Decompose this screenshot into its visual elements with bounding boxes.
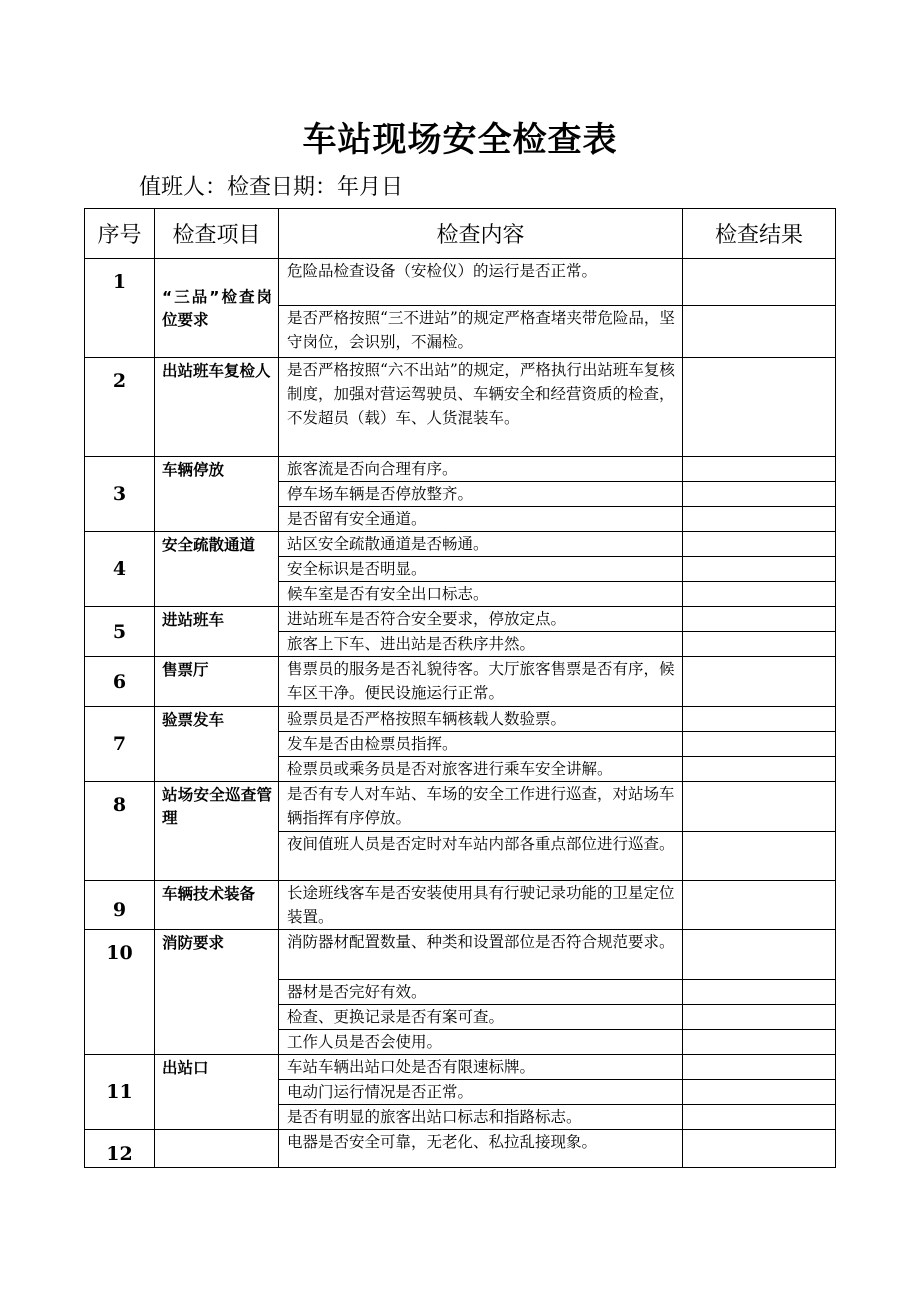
result-cell[interactable] xyxy=(683,980,836,1005)
check-item: 出站班车复检人 xyxy=(155,358,279,457)
check-content: 夜间值班人员是否定时对车站内部各重点部位进行巡查。 xyxy=(279,832,683,881)
check-item: 消防要求 xyxy=(155,930,279,1055)
check-item: 车辆技术装备 xyxy=(155,881,279,930)
check-content: 器材是否完好有效。 xyxy=(279,980,683,1005)
row-number: 5 xyxy=(85,607,155,657)
result-cell[interactable] xyxy=(683,457,836,482)
check-content: 电器是否安全可靠，无老化、私拉乱接现象。 xyxy=(279,1130,683,1168)
check-content: 是否留有安全通道。 xyxy=(279,507,683,532)
table-row xyxy=(85,457,836,482)
table-row xyxy=(85,1130,836,1168)
header-content: 检查内容 xyxy=(279,209,683,259)
row-number: 8 xyxy=(85,782,155,881)
row-number: 1 xyxy=(85,259,155,358)
check-content: 检查、更换记录是否有案可查。 xyxy=(279,1005,683,1030)
check-content: 安全标识是否明显。 xyxy=(279,557,683,582)
result-cell[interactable] xyxy=(683,259,836,306)
check-content: 验票员是否严格按照车辆核载人数验票。 xyxy=(279,707,683,732)
check-content: 电动门运行情况是否正常。 xyxy=(279,1080,683,1105)
check-content: 售票员的服务是否礼貌待客。大厅旅客售票是否有序，候车区干净。便民设施运行正常。 xyxy=(279,657,683,707)
table-row xyxy=(85,1055,836,1080)
table-row xyxy=(85,782,836,832)
row-number: 10 xyxy=(85,930,155,1055)
inspection-table xyxy=(84,208,836,1168)
result-cell[interactable] xyxy=(683,881,836,930)
row-number: 9 xyxy=(85,881,155,930)
row-number: 3 xyxy=(85,457,155,532)
check-content: 旅客流是否向合理有序。 xyxy=(279,457,683,482)
check-content: 车站车辆出站口处是否有限速标牌。 xyxy=(279,1055,683,1080)
check-content: 是否有专人对车站、车场的安全工作进行巡查，对站场车辆指挥有序停放。 xyxy=(279,782,683,832)
duty-info-line: 值班人：检查日期：年月日 xyxy=(139,175,404,200)
check-item: 车辆停放 xyxy=(155,457,279,532)
table-row xyxy=(85,930,836,980)
table-row xyxy=(85,881,836,930)
result-cell[interactable] xyxy=(683,532,836,557)
row-number: 12 xyxy=(85,1130,155,1168)
result-cell[interactable] xyxy=(683,757,836,782)
check-content: 进站班车是否符合安全要求，停放定点。 xyxy=(279,607,683,632)
check-item: “三品”检查岗位要求 xyxy=(155,259,279,358)
result-cell[interactable] xyxy=(683,832,836,881)
row-number: 7 xyxy=(85,707,155,782)
check-content: 长途班线客车是否安装使用具有行驶记录功能的卫星定位装置。 xyxy=(279,881,683,930)
check-content: 检票员或乘务员是否对旅客进行乘车安全讲解。 xyxy=(279,757,683,782)
result-cell[interactable] xyxy=(683,1105,836,1130)
result-cell[interactable] xyxy=(683,582,836,607)
row-number: 4 xyxy=(85,532,155,607)
check-content: 候车室是否有安全出口标志。 xyxy=(279,582,683,607)
result-cell[interactable] xyxy=(683,1055,836,1080)
table-row xyxy=(85,532,836,557)
check-item: 验票发车 xyxy=(155,707,279,782)
check-content: 工作人员是否会使用。 xyxy=(279,1030,683,1055)
check-item: 进站班车 xyxy=(155,607,279,657)
result-cell[interactable] xyxy=(683,1005,836,1030)
check-content: 发车是否由检票员指挥。 xyxy=(279,732,683,757)
header-item: 检查项目 xyxy=(155,209,279,259)
table-header-row xyxy=(85,209,836,259)
check-content: 危险品检查设备（安检仪）的运行是否正常。 xyxy=(279,259,683,306)
table-row xyxy=(85,657,836,707)
result-cell[interactable] xyxy=(683,358,836,457)
check-item: 售票厅 xyxy=(155,657,279,707)
result-cell[interactable] xyxy=(683,557,836,582)
table-row xyxy=(85,607,836,632)
result-cell[interactable] xyxy=(683,732,836,757)
header-no: 序号 xyxy=(85,209,155,259)
page-title: 车站现场安全检查表 xyxy=(302,120,618,160)
check-content: 是否严格按照“三不进站”的规定严格查堵夹带危险品，坚守岗位，会识别，不漏检。 xyxy=(279,306,683,358)
result-cell[interactable] xyxy=(683,707,836,732)
table-row xyxy=(85,259,836,306)
check-content: 旅客上下车、进出站是否秩序井然。 xyxy=(279,632,683,657)
row-number: 6 xyxy=(85,657,155,707)
table-row xyxy=(85,358,836,457)
result-cell[interactable] xyxy=(683,657,836,707)
row-number: 2 xyxy=(85,358,155,457)
check-item xyxy=(155,1130,279,1168)
result-cell[interactable] xyxy=(683,632,836,657)
table-row xyxy=(85,707,836,732)
header-result: 检查结果 xyxy=(683,209,836,259)
result-cell[interactable] xyxy=(683,1130,836,1168)
check-item: 安全疏散通道 xyxy=(155,532,279,607)
result-cell[interactable] xyxy=(683,930,836,980)
result-cell[interactable] xyxy=(683,1080,836,1105)
check-content: 是否有明显的旅客出站口标志和指路标志。 xyxy=(279,1105,683,1130)
row-number: 11 xyxy=(85,1055,155,1130)
check-content: 停车场车辆是否停放整齐。 xyxy=(279,482,683,507)
check-content: 消防器材配置数量、种类和设置部位是否符合规范要求。 xyxy=(279,930,683,980)
check-item: 出站口 xyxy=(155,1055,279,1130)
check-content: 站区安全疏散通道是否畅通。 xyxy=(279,532,683,557)
result-cell[interactable] xyxy=(683,607,836,632)
result-cell[interactable] xyxy=(683,782,836,832)
result-cell[interactable] xyxy=(683,1030,836,1055)
result-cell[interactable] xyxy=(683,507,836,532)
result-cell[interactable] xyxy=(683,306,836,358)
check-content: 是否严格按照“六不出站”的规定，严格执行出站班车复核制度，加强对营运驾驶员、车辆安全和经营资质的检查，不发超员（载）车、人货混装车。 xyxy=(279,358,683,457)
result-cell[interactable] xyxy=(683,482,836,507)
check-item: 站场安全巡查管理 xyxy=(155,782,279,881)
